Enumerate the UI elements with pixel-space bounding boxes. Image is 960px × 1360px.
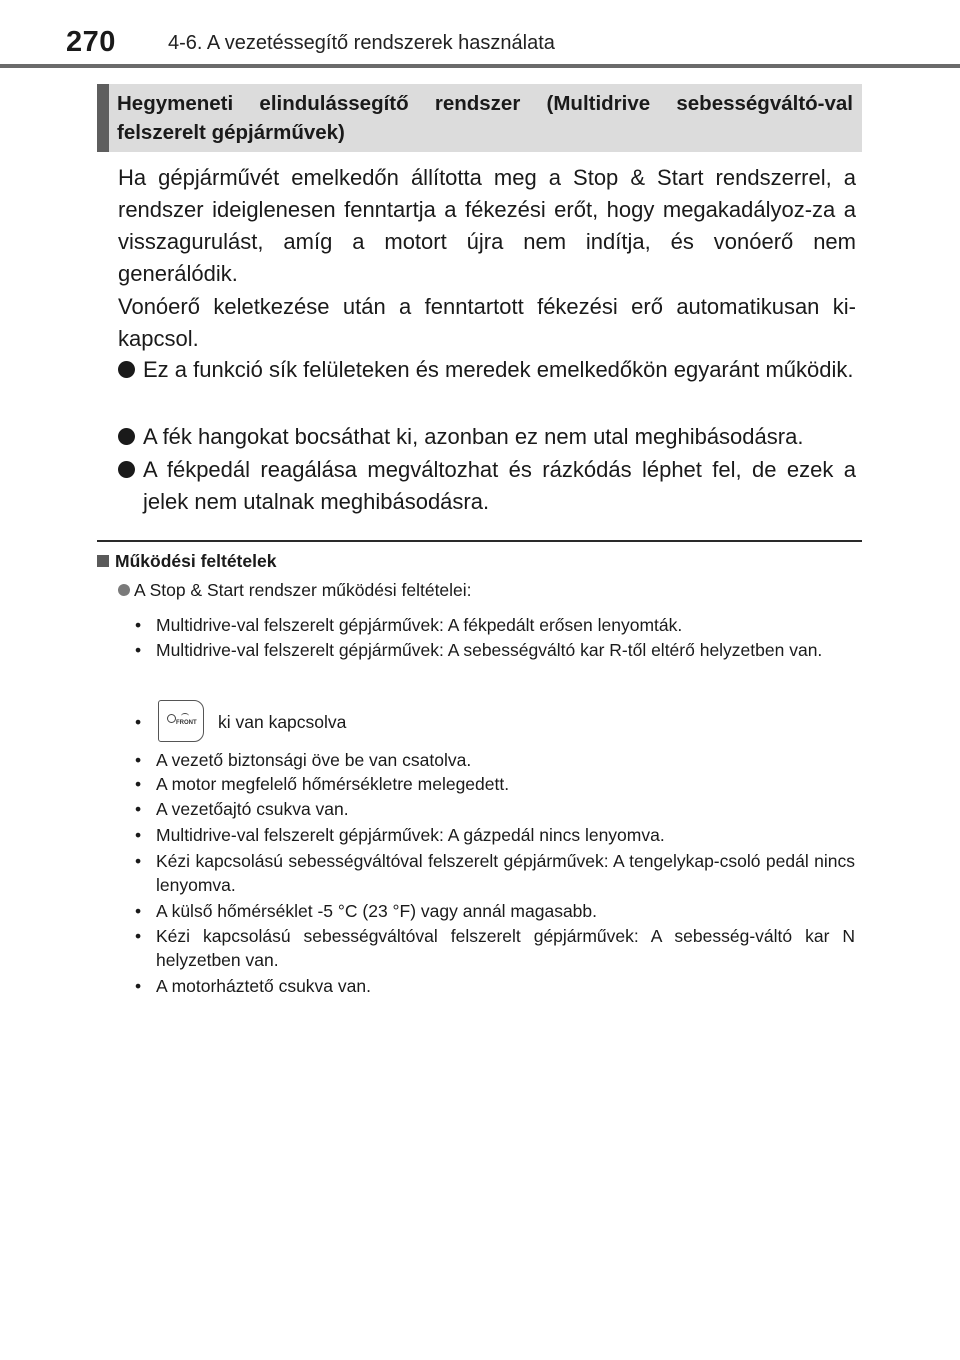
conditions-heading-text: Működési feltételek — [115, 551, 277, 571]
condition-text: Multidrive-val felszerelt gépjárművek: A fékpedált erősen lenyomták. — [156, 615, 683, 635]
condition-item — [135, 899, 855, 923]
bullet-item — [118, 454, 856, 518]
conditions-heading — [97, 551, 276, 572]
chapter-title: 4-6. A vezetéssegítő rendszerek használata — [168, 32, 555, 54]
bullet-text: A fékpedál reagálása megváltozhat és rázkódás léphet fel, de ezek a jelek nem utalnak meghibásodásra. — [143, 457, 856, 514]
page-header — [0, 0, 960, 70]
section-divider — [97, 540, 862, 542]
bullet-dot — [118, 428, 135, 445]
condition-item — [135, 613, 855, 637]
condition-text: Multidrive-val felszerelt gépjárművek: A gázpedál nincs lenyomva. — [156, 825, 665, 845]
button-label: FRONT — [176, 720, 197, 726]
condition-text: Multidrive-val felszerelt gépjárművek: A sebességváltó kar R-től eltérő helyzetben van. — [156, 640, 823, 660]
condition-item — [135, 797, 855, 821]
bullet-mark: • — [135, 901, 142, 921]
condition-text: Kézi kapcsolású sebességváltóval felszerelt gépjárművek: A tengelykap-csoló pedál nincs lenyomva. — [156, 851, 855, 895]
condition-text: Kézi kapcsolású sebességváltóval felszerelt gépjárművek: A sebesség-váltó kar N helyzetben van. — [156, 926, 855, 970]
condition-text: A motor megfelelő hőmérsékletre melegedett. — [156, 774, 510, 794]
bullet-mark: • — [135, 640, 142, 660]
condition-item — [135, 772, 855, 796]
section-title-box — [97, 84, 862, 152]
condition-item — [135, 823, 855, 847]
condition-text: A vezető biztonsági öve be van csatolva. — [156, 750, 472, 770]
bullet-mark: • — [135, 750, 142, 770]
bullet-mark: • — [135, 851, 142, 871]
bullet-mark: • — [135, 926, 142, 946]
front-sensor-switch-icon — [158, 700, 204, 742]
bullet-mark: • — [135, 615, 142, 635]
condition-item — [135, 638, 855, 662]
bullet-text: A fék hangokat bocsáthat ki, azonban ez nem utal meghibásodásra. — [143, 424, 804, 449]
indicator-ring-icon — [167, 714, 176, 723]
condition-item — [135, 924, 855, 972]
condition-text: A külső hőmérséklet -5 °C (23 °F) vagy annál magasabb. — [156, 901, 598, 921]
bullet-mark: • — [135, 825, 142, 845]
page-number: 270 — [66, 26, 116, 58]
bullet-item — [118, 354, 856, 386]
condition-item — [135, 974, 855, 998]
paragraph-intro: Ha gépjárművét emelkedőn állította meg a Stop & Start rendszerrel, a rendszer ideiglenesen fenntartja a fékezési erőt, hogy megakadályoz-za a visszagurulást, amíg a motort újra nem indítja, és vonóerő nem generálódik. — [118, 165, 856, 286]
conditions-intro — [118, 580, 472, 601]
bullet-text: Ez a funkció sík felületeken és meredek emelkedőkön egyaránt működik. — [143, 357, 854, 382]
bullet-mark: • — [135, 976, 142, 996]
circle-marker-icon — [118, 584, 130, 596]
section-title: Hegymeneti elindulássegítő rendszer (Multidrive sebességváltó-val felszerelt gépjárművek) — [117, 92, 853, 144]
condition-text: A motorháztető csukva van. — [156, 976, 371, 996]
sensor-arc-icon — [181, 713, 189, 719]
bullet-mark: • — [135, 799, 142, 819]
header-rule — [0, 64, 960, 68]
condition-item — [135, 849, 855, 897]
square-marker-icon — [97, 555, 109, 567]
bullet-dot — [118, 361, 135, 378]
bullet-mark: • — [135, 774, 142, 794]
bullet-dot — [118, 461, 135, 478]
condition-text: ki van kapcsolva — [218, 712, 347, 732]
bullet-mark: • — [135, 712, 142, 732]
condition-text: A vezetőajtó csukva van. — [156, 799, 349, 819]
paragraph-release: Vonóerő keletkezése után a fenntartott fékezési erő automatikusan ki-kapcsol. — [118, 294, 856, 351]
condition-item — [135, 748, 855, 772]
bullet-item — [118, 421, 856, 453]
section-title-bar — [97, 84, 109, 152]
conditions-intro-text: A Stop & Start rendszer működési feltételei: — [134, 580, 472, 600]
